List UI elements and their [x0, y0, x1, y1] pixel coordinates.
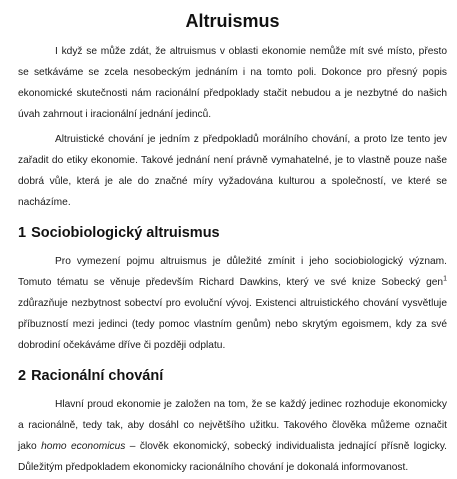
section-1-heading: [18, 223, 447, 243]
intro-paragraph-2: Altruistické chování je jedním z předpokladů morálního chování, a proto lze tento jev zařadit do etiky ekonomie. Takové jednání není právně vymahatelné, je to vlastně pouze naše dobrá vůle, která je ale do značné míry vyžadována kulturou a společností, ve které se nacházíme.: [18, 134, 447, 208]
section-2-number: 2: [18, 368, 27, 384]
intro-paragraph-1: I když se může zdát, že altruismus v oblasti ekonomie nemůže mít své místo, přesto se setkáváme se zcela nesobeckým jednáním i na tomto poli. Dokonce pro přesný popis ekonomické skutečnosti nám racionální předpoklady stačit nebudou a je nezbytné do našich úvah zahrnout i iracionální jednání jedinců.: [18, 46, 447, 120]
section-2-text-a: Hlavní proud ekonomie je založen na tom, že se každý jedinec rozhoduje ekonomicky a racionálně, tedy tak, aby dosáhl co největšího užitku. Takového člověka můžeme označit jako: [18, 399, 447, 452]
section-1-text-a: Pro vymezení pojmu altruismus je důležité zmínit i jeho sociobiologický význam. Tomuto tématu se věnuje především Richard Dawkins, který ve své knize Sobecký gen: [18, 256, 447, 288]
section-1-text-b: zdůrazňuje nezbytnost sobectví pro evoluční vývoj. Existenci altruistického chování vysvětluje příbuzností mezi jedinci (tedy pomoc vlastním genům) nebo skrytým egoismem, kdy za své dobrodiní očekáváme dříve či později odplatu.: [18, 298, 447, 351]
section-1-paragraph: [18, 251, 447, 356]
footnote-reference[interactable]: 1: [443, 275, 447, 283]
document-title: Altruismus: [185, 11, 280, 31]
section-1-number: 1: [18, 225, 27, 241]
section-2-paragraph: [18, 394, 447, 478]
section-2-title: Racionální chování: [31, 368, 164, 384]
homo-economicus-term: homo economicus: [41, 441, 126, 452]
section-1-title: Sociobiologický altruismus: [31, 225, 220, 241]
section-2-heading: [18, 366, 447, 386]
section-2-text-b: – člověk ekonomický, sobecký individualista jednající přísně logicky. Důležitým předpokladem ekonomicky racionálního chování je dokonalá informovanost.: [18, 441, 447, 473]
